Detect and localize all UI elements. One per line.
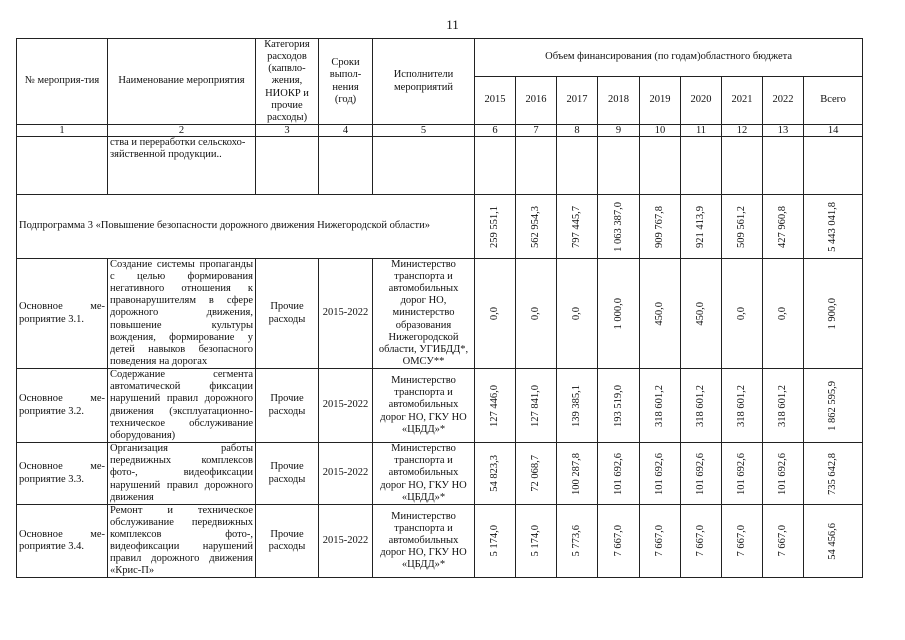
funding-value: 318 601,2	[777, 384, 789, 427]
header-year: 2016	[516, 77, 557, 125]
subprogram-value: 1 063 387,0	[612, 201, 624, 252]
funding-value: 101 692,6	[695, 452, 707, 495]
funding-value: 5 773,6	[571, 525, 583, 557]
subprogram-row	[17, 195, 863, 259]
funding-value: 72 068,7	[530, 455, 542, 492]
measure-period: 2015-2022	[319, 259, 373, 369]
column-numbers-row	[17, 125, 863, 137]
page-number: 11	[446, 17, 459, 32]
continuation-name: ства и переработки сельскохо-зяйственной продукции..	[108, 137, 256, 195]
funding-value: 7 667,0	[777, 525, 789, 557]
funding-value: 450,0	[695, 301, 707, 326]
measure-name: Ремонт и техническое обслуживание передвижных комплексов фото-, видеофиксации нарушений правил дорожного движения «Крис-П»	[108, 505, 256, 578]
measure-executors: Министерство транспорта и автомобильных дорог НО, министерство образования Нижегородской области, УГИБДД*, ОМСУ**	[373, 259, 475, 369]
column-number: 1	[17, 125, 108, 137]
header-funding: Объем финансирования (по годам)областного бюджета	[475, 39, 863, 77]
subprogram-value: 909 767,8	[654, 205, 666, 248]
subprogram-value: 921 413,9	[695, 205, 707, 248]
measure-category: Прочие расходы	[256, 505, 319, 578]
column-number: 9	[598, 125, 640, 137]
header-name: Наименование мероприятия	[108, 39, 256, 125]
funding-value: 193 519,0	[612, 384, 624, 427]
header-year: 2019	[640, 77, 681, 125]
measure-name: Создание системы пропаганды с целью формирования негативного отношения к правонарушителям в сфере дорожного движения, повышение культуры вождения, формирование у детей навыков безопасного поведения на дорогах	[108, 259, 256, 369]
measure-executors: Министерство транспорта и автомобильных дорог НО, ГКУ НО «ЦБДД»*	[373, 443, 475, 505]
funding-value: 7 667,0	[654, 525, 666, 557]
funding-value: 101 692,6	[612, 452, 624, 495]
funding-value: 0,0	[489, 306, 501, 321]
header-number: № мероприя-тия	[17, 39, 108, 125]
column-number: 2	[108, 125, 256, 137]
header-year: 2018	[598, 77, 640, 125]
measure-name: Организация работы передвижных комплексов фото-, видеофиксации нарушений правил дорожного движения	[108, 443, 256, 505]
table-row	[17, 443, 863, 505]
funding-value: 450,0	[654, 301, 666, 326]
column-number: 11	[681, 125, 722, 137]
measure-period: 2015-2022	[319, 369, 373, 443]
funding-value: 318 601,2	[736, 384, 748, 427]
header-year: 2017	[557, 77, 598, 125]
measure-executors: Министерство транспорта и автомобильных дорог НО, ГКУ НО «ЦБДД»*	[373, 505, 475, 578]
column-number: 8	[557, 125, 598, 137]
measure-category: Прочие расходы	[256, 259, 319, 369]
column-number: 10	[640, 125, 681, 137]
header-year: 2020	[681, 77, 722, 125]
funding-value: 127 841,0	[530, 384, 542, 427]
funding-value: 7 667,0	[736, 525, 748, 557]
column-number: 14	[804, 125, 863, 137]
measure-period: 2015-2022	[319, 505, 373, 578]
subprogram-value: 427 960,8	[777, 205, 789, 248]
funding-value: 0,0	[530, 306, 542, 321]
table-row	[17, 369, 863, 443]
column-number: 13	[763, 125, 804, 137]
funding-value: 100 287,8	[571, 452, 583, 495]
measure-id: Основное ме-роприятие 3.4.	[17, 505, 108, 578]
column-number: 12	[722, 125, 763, 137]
header-total: Всего	[804, 77, 863, 125]
funding-value: 7 667,0	[695, 525, 707, 557]
funding-table	[16, 38, 863, 578]
subprogram-total: 5 443 041,8	[827, 201, 839, 252]
header-year: 2021	[722, 77, 763, 125]
subprogram-value: 562 954,3	[530, 205, 542, 248]
column-number: 6	[475, 125, 516, 137]
measure-category: Прочие расходы	[256, 369, 319, 443]
header-year: 2022	[763, 77, 804, 125]
measure-period: 2015-2022	[319, 443, 373, 505]
header-period: Сроки выпол-нения (год)	[319, 39, 373, 125]
funding-total: 1 862 595,9	[827, 380, 839, 431]
measure-id: Основное ме-роприятие 3.2.	[17, 369, 108, 443]
funding-value: 0,0	[777, 306, 789, 321]
measure-executors: Министерство транспорта и автомобильных дорог НО, ГКУ НО «ЦБДД»*	[373, 369, 475, 443]
funding-value: 101 692,6	[777, 452, 789, 495]
funding-value: 101 692,6	[736, 452, 748, 495]
funding-value: 0,0	[736, 306, 748, 321]
column-number: 7	[516, 125, 557, 137]
funding-value: 127 446,0	[489, 384, 501, 427]
header-executors: Исполнители мероприятий	[373, 39, 475, 125]
subprogram-value: 259 551,1	[489, 205, 501, 248]
header-year: 2015	[475, 77, 516, 125]
funding-value: 101 692,6	[654, 452, 666, 495]
measure-category: Прочие расходы	[256, 443, 319, 505]
funding-value: 1 000,0	[612, 297, 624, 330]
measure-name: Содержание сегмента автоматической фиксации нарушений правил дорожного движения (эксплуатационно-техническое обслуживание оборудования)	[108, 369, 256, 443]
funding-total: 735 642,8	[827, 452, 839, 495]
funding-value: 318 601,2	[695, 384, 707, 427]
funding-value: 5 174,0	[530, 525, 542, 557]
column-number: 3	[256, 125, 319, 137]
subprogram-title: Подпрограмма 3 «Повышение безопасности дорожного движения Нижегородской области»	[17, 195, 475, 259]
header-category: Категория расходов (капвло-жения, НИОКР и прочие расходы)	[256, 39, 319, 125]
measure-id: Основное ме-роприятие 3.1.	[17, 259, 108, 369]
funding-value: 139 385,1	[571, 384, 583, 427]
funding-value: 0,0	[571, 306, 583, 321]
funding-total: 54 456,6	[827, 522, 839, 560]
subprogram-value: 509 561,2	[736, 205, 748, 248]
table-row	[17, 505, 863, 578]
column-number: 4	[319, 125, 373, 137]
table-row	[17, 259, 863, 369]
continuation-row	[17, 137, 863, 195]
funding-total: 1 900,0	[827, 297, 839, 330]
column-number: 5	[373, 125, 475, 137]
funding-value: 5 174,0	[489, 525, 501, 557]
funding-value: 318 601,2	[654, 384, 666, 427]
funding-value: 7 667,0	[612, 525, 624, 557]
funding-value: 54 823,3	[489, 455, 501, 492]
measure-id: Основное ме-роприятие 3.3.	[17, 443, 108, 505]
subprogram-value: 797 445,7	[571, 205, 583, 248]
